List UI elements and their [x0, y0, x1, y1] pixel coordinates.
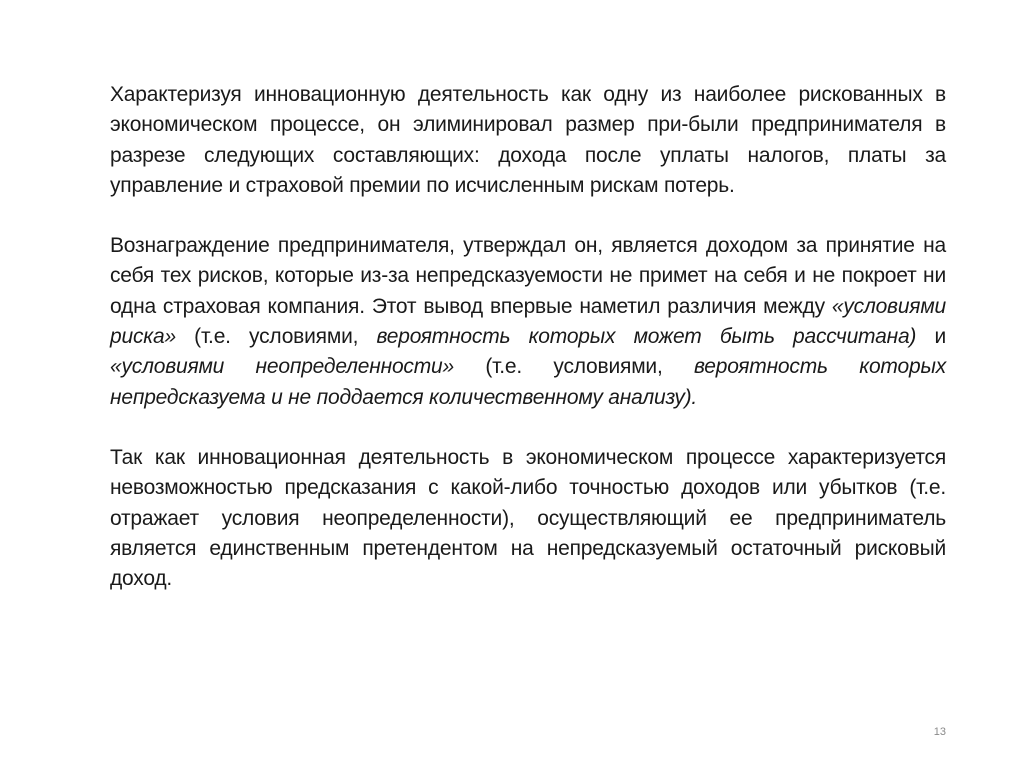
paragraph-2-text: и: [916, 325, 947, 349]
term-uncertainty-conditions: «условиями неопределенности»: [110, 355, 454, 379]
page-number: 13: [933, 726, 946, 738]
term-risk-conditions: «условиями риска»: [110, 294, 946, 349]
paragraph-2: [110, 231, 946, 413]
paragraph-1: [110, 80, 946, 201]
paragraph-2-text: Вознаграждение предпринимателя, утверждал он, является доходом за принятие на себя тех рисков, которые из-за непредсказуемости не примет на себя и не покроет ни одна страховая компания. Этот вывод впервые наметил различия между: [110, 234, 946, 318]
paragraph-3: [110, 443, 946, 594]
uncertainty-definition: вероятность которых непредсказуема и не поддается количественному анализу).: [110, 355, 946, 409]
paragraph-2-text: (т.е. условиями,: [453, 355, 694, 379]
paragraph-2-text: (т.е. условиями,: [175, 325, 377, 349]
slide-body: [110, 80, 946, 594]
paragraph-1-text: Характеризуя инновационную деятельность как одну из наиболее рискованных в экономическом процессе, он элиминировал размер при-были предпринимателя в разрезе следующих составляющих: дохода после уплаты налогов, платы за управление и страховой премии по исчисленным рискам потерь.: [110, 83, 946, 197]
risk-definition: вероятность которых может быть рассчитана): [376, 325, 917, 349]
paragraph-3-text: Так как инновационная деятельность в экономическом процессе характеризуется невозможностью предсказания с какой-либо точностью доходов или убытков (т.е. отражает условия неопределенности), осуществляющий ее предприниматель является единственным претендентом на непредсказуемый остаточный рисковый доход.: [110, 445, 946, 591]
